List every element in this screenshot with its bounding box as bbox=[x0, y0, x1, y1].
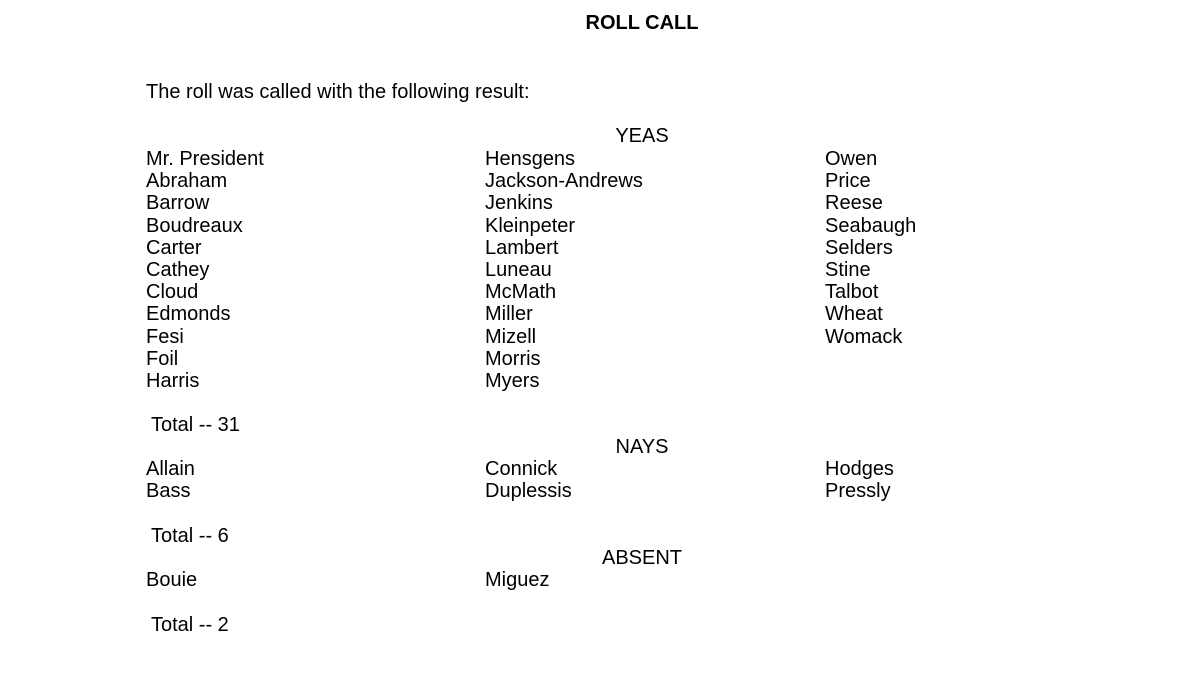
member-name: Cloud bbox=[146, 281, 199, 304]
absent-heading: ABSENT bbox=[601, 547, 683, 569]
member-name: Hensgens bbox=[485, 148, 576, 170]
yeas-total: Total -- 31 bbox=[151, 414, 240, 436]
member-name: Miller bbox=[485, 303, 533, 326]
nays-heading: NAYS bbox=[615, 436, 669, 458]
member-name: Jenkins bbox=[485, 192, 553, 215]
absent-column-1 bbox=[146, 569, 197, 591]
member-name: Abraham bbox=[146, 170, 228, 193]
yeas-column-1 bbox=[146, 148, 264, 392]
member-name: Talbot bbox=[825, 281, 879, 304]
yeas-heading: YEAS bbox=[615, 125, 669, 147]
member-name: Pressly bbox=[825, 480, 891, 503]
yeas-column-3 bbox=[825, 148, 916, 348]
absent-column-2 bbox=[485, 569, 549, 591]
member-name: Barrow bbox=[146, 192, 210, 215]
member-name: Luneau bbox=[485, 259, 552, 282]
member-name: Mr. President bbox=[146, 148, 264, 170]
member-name: Selders bbox=[825, 236, 893, 259]
member-name: Duplessis bbox=[485, 480, 572, 503]
member-name: Cathey bbox=[146, 259, 210, 282]
member-name: Edmonds bbox=[146, 303, 231, 326]
nays-total: Total -- 6 bbox=[151, 525, 229, 547]
nays-column-1 bbox=[146, 458, 195, 502]
member-name: Fesi bbox=[146, 325, 184, 348]
member-name: Bouie bbox=[146, 569, 198, 591]
yeas-column-2 bbox=[485, 148, 643, 392]
member-name: Stine bbox=[825, 259, 871, 282]
member-name: Harris bbox=[146, 370, 200, 393]
member-name: Morris bbox=[485, 347, 541, 370]
member-name: McMath bbox=[485, 281, 557, 304]
member-name: Kleinpeter bbox=[485, 214, 576, 237]
member-name: Wheat bbox=[825, 303, 883, 326]
member-name: Connick bbox=[485, 458, 558, 480]
member-name: Price bbox=[825, 170, 871, 193]
member-name: Myers bbox=[485, 370, 540, 393]
member-name: Mizell bbox=[485, 325, 537, 348]
member-name: Carter bbox=[146, 236, 202, 259]
member-name: Seabaugh bbox=[825, 214, 917, 237]
member-name: Bass bbox=[146, 480, 191, 503]
intro-text: The roll was called with the following result: bbox=[146, 81, 530, 103]
member-name: Foil bbox=[146, 347, 179, 370]
member-name: Jackson-Andrews bbox=[485, 170, 643, 193]
member-name: Womack bbox=[825, 325, 903, 348]
member-name: Reese bbox=[825, 192, 883, 215]
member-name: Owen bbox=[825, 148, 878, 170]
member-name: Boudreaux bbox=[146, 214, 243, 237]
member-name: Miguez bbox=[485, 569, 550, 591]
nays-column-2 bbox=[485, 458, 572, 502]
page-title: ROLL CALL bbox=[585, 12, 699, 34]
member-name: Lambert bbox=[485, 236, 559, 259]
nays-column-3 bbox=[825, 458, 894, 502]
member-name: Allain bbox=[146, 458, 195, 480]
absent-total: Total -- 2 bbox=[151, 614, 229, 636]
member-name: Hodges bbox=[825, 458, 894, 480]
